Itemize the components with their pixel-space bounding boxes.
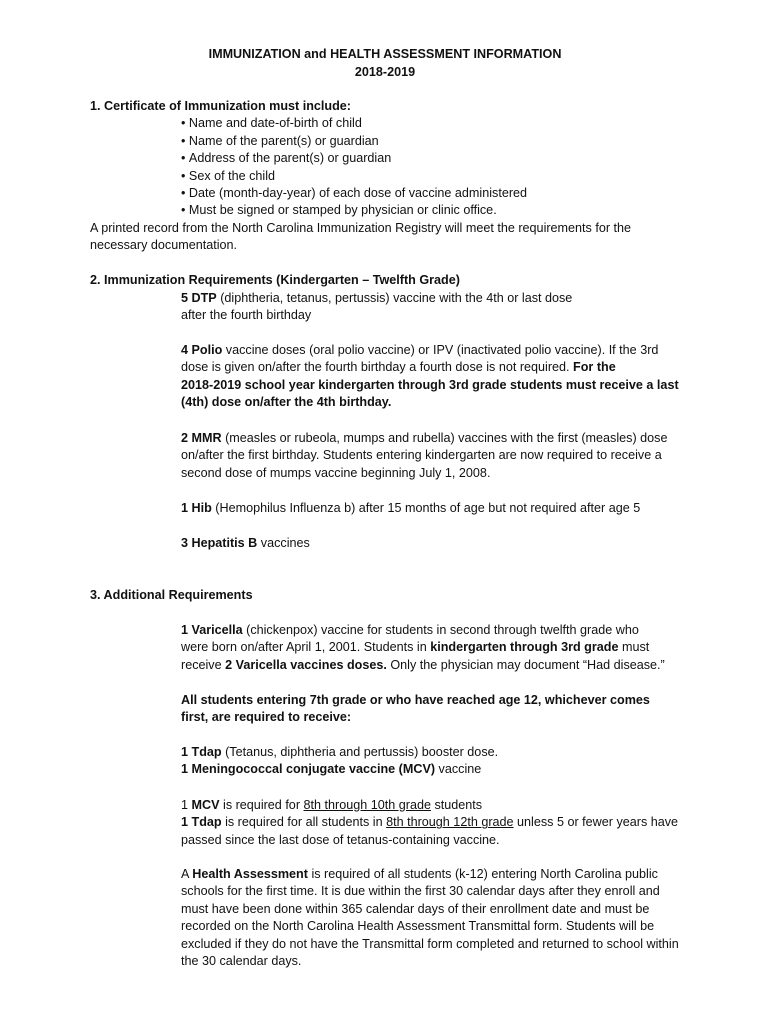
varicella-bold-2: kindergarten through 3rd grade [430,640,619,655]
tdap2-text-1: is required for all students in [221,815,387,830]
list-item: • Must be signed or stamped by physician or clinic office. [181,202,770,219]
tdap2-label: 1 Tdap [181,815,222,830]
list-item: • Sex of the child [181,168,770,185]
hepatitis-requirement [0,535,770,552]
ha-line: schools for the first time. It is due within the first 30 calendar days after they enroll and [181,884,660,899]
list-item: • Address of the parent(s) or guardian [181,150,770,167]
dtp-text: (diphtheria, tetanus, pertussis) vaccine with the 4th or last dose [216,291,573,305]
mcv2-text-2: is required for [219,798,304,812]
varicella-bold-3: 2 Varicella vaccines doses. [225,657,387,672]
grade-requirements [0,797,770,849]
document-title: IMMUNIZATION and HEALTH ASSESSMENT INFORMATION [208,47,562,61]
dtp-requirement [0,290,770,325]
section-1-heading: 1. Certificate of Immunization must include: [90,99,352,113]
tdap-text: (Tetanus, diphtheria and pertussis) booster dose. [221,745,499,759]
ha-line: recorded on the North Carolina Health Assessment Transmittal form. Students will be [181,919,655,934]
age-12-bold-1: All students entering 7th grade or who have reached age 12, whichever comes [181,693,650,707]
mcv2-text-3: students [430,798,483,812]
polio-bold-4: (4th) dose on/after the 4th birthday. [181,395,392,410]
polio-text-2: dose is given on/after the fourth birthday a fourth dose is not required. [181,360,574,375]
polio-bold-3: 2018-2019 school year kindergarten through 3rd grade students must receive a last [181,377,679,392]
health-assessment [0,866,770,970]
mcv-text: vaccine [435,762,482,777]
ha-text-1: A [181,867,193,881]
mcv2-text-1: 1 [181,798,192,812]
polio-label: 4 Polio [181,343,223,357]
registry-note: A printed record from the North Carolina Immunization Registry will meet the requirements for the necessary documentation. [90,220,632,253]
school-year: 2018-2019 [354,65,416,79]
dtp-text-2: after the fourth birthday [181,308,312,323]
ha-line: must have been done within 365 calendar days of their enrollment date and must be [181,901,650,916]
hepatitis-label: 3 Hepatitis B [181,536,258,550]
section-2-heading: 2. Immunization Requirements (Kindergarten – Twelfth Grade) [90,273,460,287]
tdap-label: 1 Tdap [181,745,222,759]
varicella-requirement [0,622,770,674]
varicella-text-2b: must [618,640,650,655]
dtp-label: 5 DTP [181,291,217,305]
hepatitis-text: vaccines [257,536,310,550]
list-item: • Name of the parent(s) or guardian [181,133,770,150]
section-3-heading: 3. Additional Requirements [90,588,253,602]
varicella-text: (chickenpox) vaccine for students in second through twelfth grade who [242,623,639,637]
age-12-bold-2: first, are required to receive: [181,710,352,725]
ha-label: Health Assessment [192,867,308,881]
list-item: • Name and date-of-birth of child [181,115,770,132]
mcv2-label: MCV [191,798,220,812]
mmr-requirement [0,430,770,482]
polio-bold-2: For the [573,360,616,375]
polio-requirement [0,342,770,412]
varicella-text-2a: were born on/after April 1, 2001. Students in [181,640,431,655]
tdap-mcv-list [0,744,770,779]
hib-label: 1 Hib [181,501,212,515]
mcv-label: 1 Meningococcal conjugate vaccine (MCV) [181,762,436,777]
mmr-text-2: on/after the first birthday. Students entering kindergarten are now required to receive a [181,448,662,463]
varicella-text-3a: receive [181,657,226,672]
varicella-label: 1 Varicella [181,623,243,637]
polio-text: vaccine doses (oral polio vaccine) or IPV (inactivated polio vaccine). If the 3rd [222,343,659,357]
tdap2-text-3: passed since the last dose of tetanus-containing vaccine. [181,832,500,847]
ha-line: the 30 calendar days. [181,954,302,969]
hib-requirement [0,500,770,517]
mmr-label: 2 MMR [181,431,222,445]
tdap2-text-2: unless 5 or fewer years have [513,815,679,830]
age-12-requirement [0,692,770,727]
varicella-text-3b: Only the physician may document “Had disease.” [386,657,665,672]
mmr-text-3: second dose of mumps vaccine beginning July 1, 2008. [181,465,491,480]
section-1 [0,98,770,255]
mmr-text: (measles or rubeola, mumps and rubella) vaccines with the first (measles) dose [221,431,668,445]
tdap2-grades: 8th through 12th grade [386,815,514,830]
mcv2-grades: 8th through 10th grade [303,798,431,812]
ha-text-2: is required of all students (k-12) entering North Carolina public [307,867,658,881]
hib-text: (Hemophilus Influenza b) after 15 months of age but not required after age 5 [211,501,641,515]
ha-line: excluded if they do not have the Transmittal form completed and returned to school within [181,936,679,951]
list-item: • Date (month-day-year) of each dose of vaccine administered [181,185,770,202]
certificate-bullet-list [0,115,770,219]
